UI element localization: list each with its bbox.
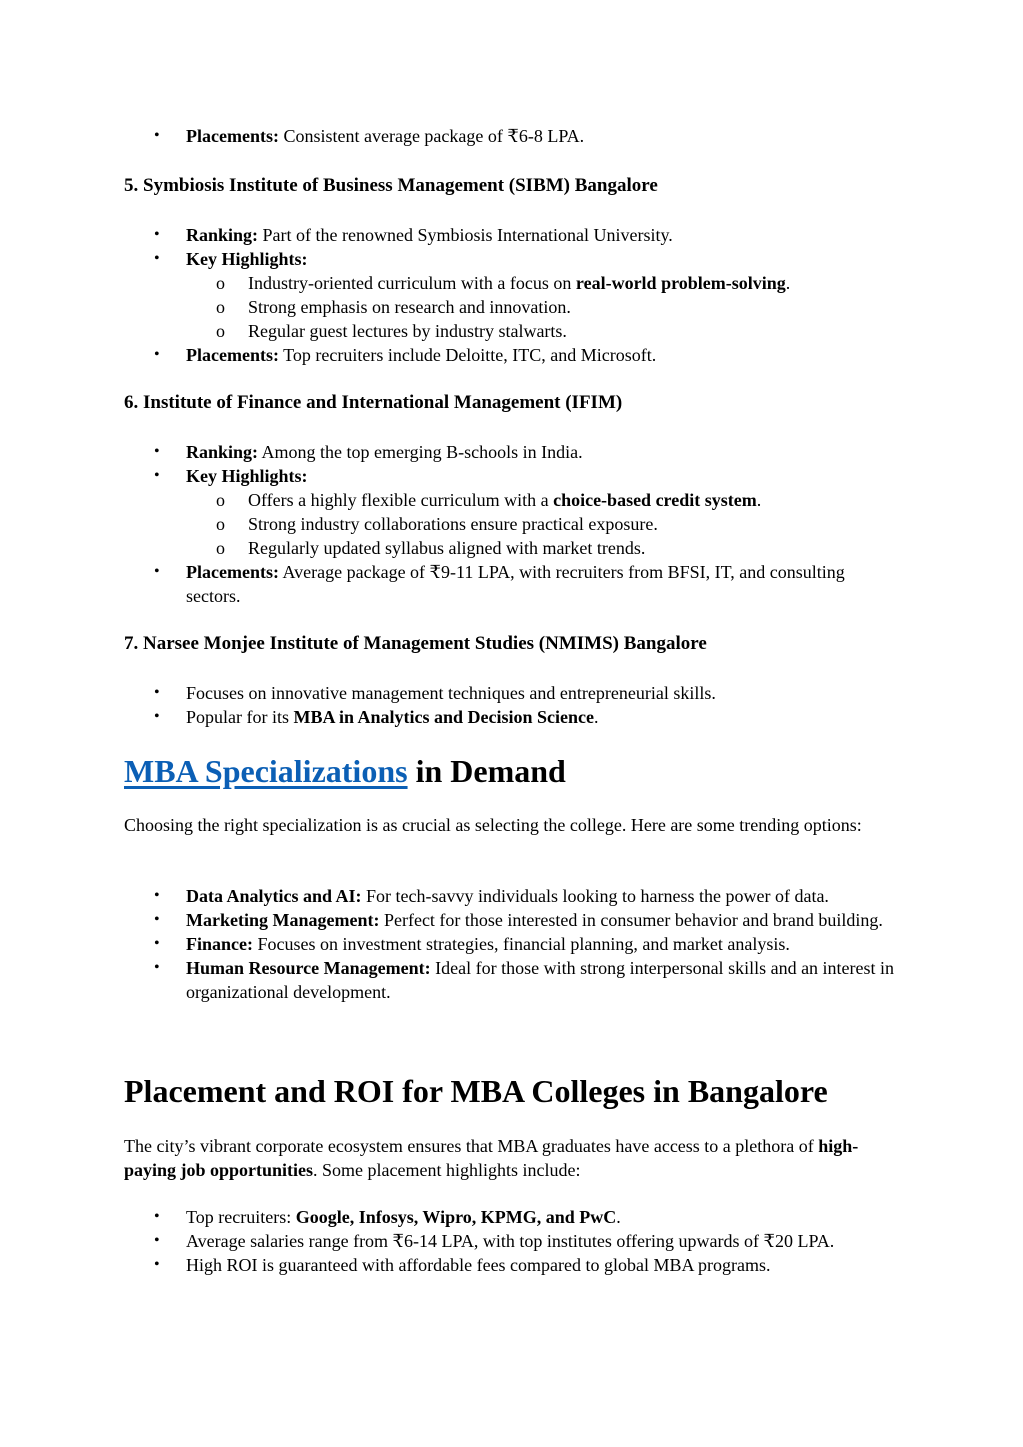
sibm-heading: 5. Symbiosis Institute of Business Management (SIBM) Bangalore <box>124 175 658 196</box>
intro-list <box>124 124 899 148</box>
sibm-highlights-list <box>186 271 899 343</box>
list-item: • Ranking: Part of the renowned Symbiosis International University. <box>124 223 899 247</box>
list-item: o Regularly updated syllabus aligned with market trends. <box>186 536 899 560</box>
placement-heading-section <box>124 1071 899 1111</box>
sibm-heading-section <box>124 174 899 198</box>
placement-section <box>124 1205 899 1277</box>
list-item: • Data Analytics and AI: For tech-savvy individuals looking to harness the power of data. <box>124 884 899 908</box>
list-item: • Key Highlights: o Offers a highly flexible curriculum with a choice-based credit system. o Strong industry collaborations ensure practical exposure. o Regularly updated syllabus aligned with market trends. <box>124 464 899 560</box>
specializations-heading-section <box>124 751 899 791</box>
nmims-heading: 7. Narsee Monjee Institute of Management Studies (NMIMS) Bangalore <box>124 633 707 654</box>
ifim-section <box>124 440 899 608</box>
ifim-list <box>124 440 899 608</box>
list-item: o Strong emphasis on research and innovation. <box>186 295 899 319</box>
list-item: • Placements: Top recruiters include Deloitte, ITC, and Microsoft. <box>124 343 899 367</box>
ifim-highlights-list <box>186 488 899 560</box>
list-item: o Regular guest lectures by industry stalwarts. <box>186 319 899 343</box>
list-item: • Ranking: Among the top emerging B-schools in India. <box>124 440 899 464</box>
specializations-intro-section <box>124 813 899 837</box>
list-item: • Finance: Focuses on investment strategies, financial planning, and market analysis. <box>124 932 899 956</box>
intro-list-section <box>124 124 899 148</box>
nmims-heading-section <box>124 632 899 656</box>
list-item: • Focuses on innovative management techniques and entrepreneurial skills. <box>124 681 899 705</box>
list-item: • Marketing Management: Perfect for those interested in consumer behavior and brand building. <box>124 908 899 932</box>
list-item: • High ROI is guaranteed with affordable fees compared to global MBA programs. <box>124 1253 899 1277</box>
sibm-section <box>124 223 899 367</box>
list-item: • Placements: Consistent average package of ₹6-8 LPA. <box>124 124 899 148</box>
list-item: • Average salaries range from ₹6-14 LPA, with top institutes offering upwards of ₹20 LPA. <box>124 1229 899 1253</box>
nmims-list <box>124 681 899 729</box>
sibm-list <box>124 223 899 367</box>
ifim-heading-section <box>124 391 899 415</box>
specializations-link[interactable]: MBA Specializations <box>124 753 408 789</box>
list-item: o Strong industry collaborations ensure practical exposure. <box>186 512 899 536</box>
nmims-section <box>124 681 899 729</box>
specializations-section <box>124 884 899 1004</box>
list-item: • Placements: Average package of ₹9-11 LPA, with recruiters from BFSI, IT, and consulting sectors. <box>124 560 899 608</box>
placement-list <box>124 1205 899 1277</box>
placement-intro: The city’s vibrant corporate ecosystem ensures that MBA graduates have access to a plethora of high-paying job opportunities. Some placement highlights include: <box>124 1136 859 1180</box>
list-item: o Offers a highly flexible curriculum with a choice-based credit system. <box>186 488 899 512</box>
placement-intro-section <box>124 1134 899 1182</box>
ifim-heading: 6. Institute of Finance and International Management (IFIM) <box>124 392 623 413</box>
list-item: • Popular for its MBA in Analytics and Decision Science. <box>124 705 899 729</box>
list-item: o Industry-oriented curriculum with a focus on real-world problem-solving. <box>186 271 899 295</box>
specializations-heading: MBA Specializations in Demand <box>124 753 566 789</box>
specializations-list <box>124 884 899 1004</box>
list-item: • Top recruiters: Google, Infosys, Wipro, KPMG, and PwC. <box>124 1205 899 1229</box>
list-item: • Key Highlights: o Industry-oriented curriculum with a focus on real-world problem-solving. o Strong emphasis on research and innovation. o Regular guest lectures by industry stalwarts. <box>124 247 899 343</box>
list-item: • Human Resource Management: Ideal for those with strong interpersonal skills and an interest in organizational development. <box>124 956 899 1004</box>
specializations-intro: Choosing the right specialization is as crucial as selecting the college. Here are some trending options: <box>124 815 862 835</box>
placement-heading: Placement and ROI for MBA Colleges in Bangalore <box>124 1073 828 1109</box>
